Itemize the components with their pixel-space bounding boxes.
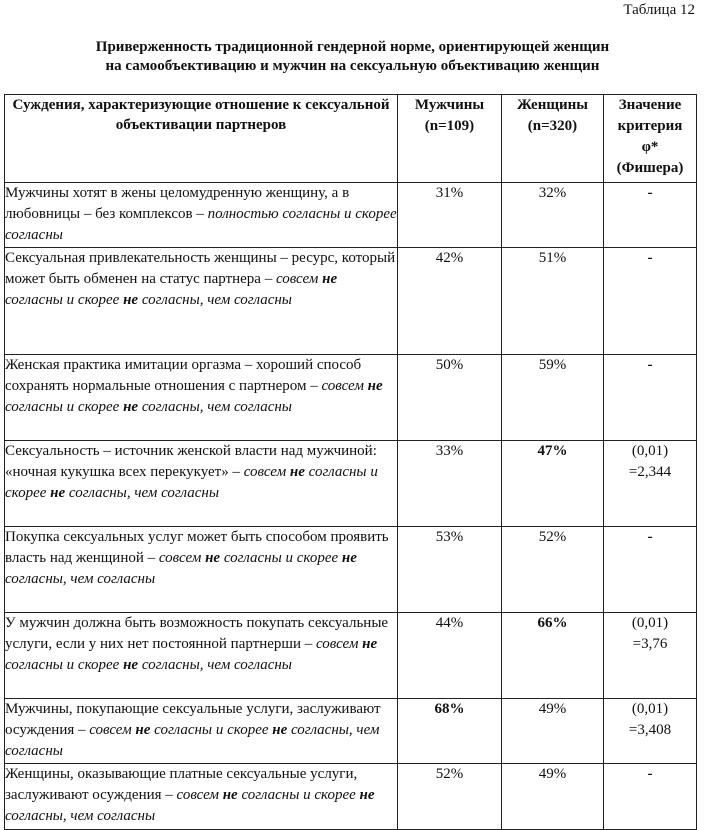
header-women <box>502 95 604 183</box>
statement-answer-a: совсем <box>321 378 368 394</box>
statement-negation-2: не <box>123 292 139 308</box>
statement-answer-c: согласны, чем согласны <box>65 485 220 501</box>
criterion-value <box>604 613 697 699</box>
statement-cell <box>5 355 398 441</box>
table-row <box>5 764 697 830</box>
table-row <box>5 248 697 355</box>
header-crit-line-1: Значение <box>618 97 682 113</box>
table-row <box>5 699 697 764</box>
statement-answer-c: согласны, чем согласны <box>138 399 292 415</box>
table-row <box>5 527 697 613</box>
criterion-line-1: (0,01) <box>631 615 669 631</box>
women-value: 32% <box>502 183 604 248</box>
criterion-line-1: - <box>647 357 653 373</box>
statement-answer-a: совсем <box>275 271 323 287</box>
statement-text: Мужчины хотят в жены целомудренную женщину, а в любовницы – без комплексов – <box>5 185 350 222</box>
criterion-line-2: =2,344 <box>628 464 672 480</box>
statement-cell <box>5 613 398 699</box>
statement-negation-1: не <box>289 464 305 480</box>
criterion-line-1: (0,01) <box>631 701 669 717</box>
header-women-n: (n=320) <box>527 118 578 134</box>
header-statements: Суждения, характеризующие отношение к сексуальной объективации партнеров <box>5 95 398 183</box>
statement-negation-1: не <box>205 550 221 566</box>
criterion-line-1: (0,01) <box>631 443 669 459</box>
statement-answer-a: совсем <box>176 787 223 803</box>
women-value: 51% <box>502 248 604 355</box>
criterion-value <box>604 248 697 355</box>
statement-text: Мужчины, покупающие сексуальные услуги, заслуживают осуждения – <box>5 701 381 738</box>
statement-negation-1: не <box>367 378 383 394</box>
header-crit-line-3: φ* <box>641 139 659 155</box>
header-women-label: Женщины <box>516 97 589 113</box>
table-row <box>5 183 697 248</box>
criterion-value <box>604 183 697 248</box>
statement-answer-b: согласны и скорее <box>150 722 273 738</box>
statement-answer-c: согласны, чем согласны <box>5 808 156 824</box>
header-fisher-criterion <box>604 95 697 183</box>
women-value: 49% <box>502 764 604 830</box>
table-title <box>0 38 705 76</box>
criterion-line-1: - <box>647 250 653 266</box>
men-value: 42% <box>398 248 502 355</box>
criterion-value <box>604 527 697 613</box>
statement-negation-1: не <box>362 636 378 652</box>
statement-answer-b: согласны и скорее <box>5 399 124 415</box>
women-value: 59% <box>502 355 604 441</box>
header-crit-line-4: (Фишера) <box>616 160 684 176</box>
statement-answer-c: согласны, чем согласны <box>138 657 292 673</box>
statement-answer-a: совсем <box>243 464 290 480</box>
statement-answer-a: совсем <box>316 636 363 652</box>
table-title-line-2: на самообъективацию и мужчин на сексуальную объективацию женщин <box>105 58 600 74</box>
statement-text: Женщины, оказывающие платные сексуальные услуги, заслуживают осуждения – <box>5 766 358 803</box>
statement-negation-2: не <box>50 485 66 501</box>
table-row <box>5 613 697 699</box>
criterion-value <box>604 764 697 830</box>
criterion-value <box>604 441 697 527</box>
men-value: 33% <box>398 441 502 527</box>
criterion-value <box>604 699 697 764</box>
statement-cell <box>5 764 398 830</box>
statement-answer-c: согласны, чем согласны <box>5 722 380 759</box>
header-crit-line-2: критерия <box>617 118 683 134</box>
women-value: 47% <box>502 441 604 527</box>
statement-negation-1: не <box>222 787 238 803</box>
header-men-label: Мужчины <box>414 97 485 113</box>
criterion-value <box>604 355 697 441</box>
statement-answer-b: согласны и скорее <box>5 292 124 308</box>
statement-answer-c: согласны, чем согласны <box>138 292 292 308</box>
statement-text: Женская практика имитации оргазма – хороший способ сохранять нормальные отношения с партнером – <box>5 357 362 394</box>
statement-cell <box>5 527 398 613</box>
criterion-line-1: - <box>647 529 653 545</box>
statement-answer-b: согласны и скорее <box>220 550 342 566</box>
men-value: 68% <box>398 699 502 764</box>
table-row <box>5 441 697 527</box>
statement-text: У мужчин должна быть возможность покупать сексуальные услуги, если у них нет постоянной партнерши – <box>5 615 389 652</box>
header-men-n: (n=109) <box>424 118 475 134</box>
women-value: 52% <box>502 527 604 613</box>
table-number-label: Таблица 12 <box>623 2 695 18</box>
men-value: 53% <box>398 527 502 613</box>
header-men <box>398 95 502 183</box>
statement-negation-1: не <box>322 271 338 287</box>
statement-cell <box>5 248 398 355</box>
table-title-line-1: Приверженность традиционной гендерной норме, ориентирующей женщин <box>95 39 610 55</box>
women-value: 49% <box>502 699 604 764</box>
criterion-line-1: - <box>647 766 653 782</box>
men-value: 52% <box>398 764 502 830</box>
statement-answer-c: согласны, чем согласны <box>5 571 156 587</box>
men-value: 31% <box>398 183 502 248</box>
women-value: 66% <box>502 613 604 699</box>
statement-text: Сексуальность – источник женской власти над мужчиной: «ночная кукушка всех перекукует» – <box>5 443 377 480</box>
statement-answer-b: согласны и скорее <box>5 464 378 501</box>
statement-text: Сексуальная привлекательность женщины – ресурс, который может быть обменен на статус партнера – <box>5 250 396 287</box>
statistics-table <box>4 94 697 830</box>
criterion-line-2: =3,408 <box>628 722 672 738</box>
statement-negation-2: не <box>272 722 288 738</box>
statement-answer-a: совсем <box>89 722 136 738</box>
statement-text: Покупка сексуальных услуг может быть способом проявить власть над женщиной – <box>5 529 389 566</box>
statement-answer-a: совсем <box>158 550 206 566</box>
statement-negation-2: не <box>341 550 357 566</box>
men-value: 50% <box>398 355 502 441</box>
table-row <box>5 355 697 441</box>
statement-negation-2: не <box>359 787 375 803</box>
statement-answer: полностью согласны и скорее согласны <box>5 206 397 243</box>
criterion-line-1: - <box>647 185 653 201</box>
criterion-line-2: =3,76 <box>632 636 668 652</box>
statement-cell <box>5 441 398 527</box>
statement-answer-b: согласны и скорее <box>237 787 360 803</box>
statement-cell <box>5 699 398 764</box>
statement-negation-1: не <box>135 722 151 738</box>
header-row <box>5 95 697 183</box>
statement-negation-2: не <box>123 657 139 673</box>
men-value: 44% <box>398 613 502 699</box>
statement-answer-b: согласны и скорее <box>5 657 124 673</box>
statement-negation-2: не <box>123 399 139 415</box>
statement-cell <box>5 183 398 248</box>
